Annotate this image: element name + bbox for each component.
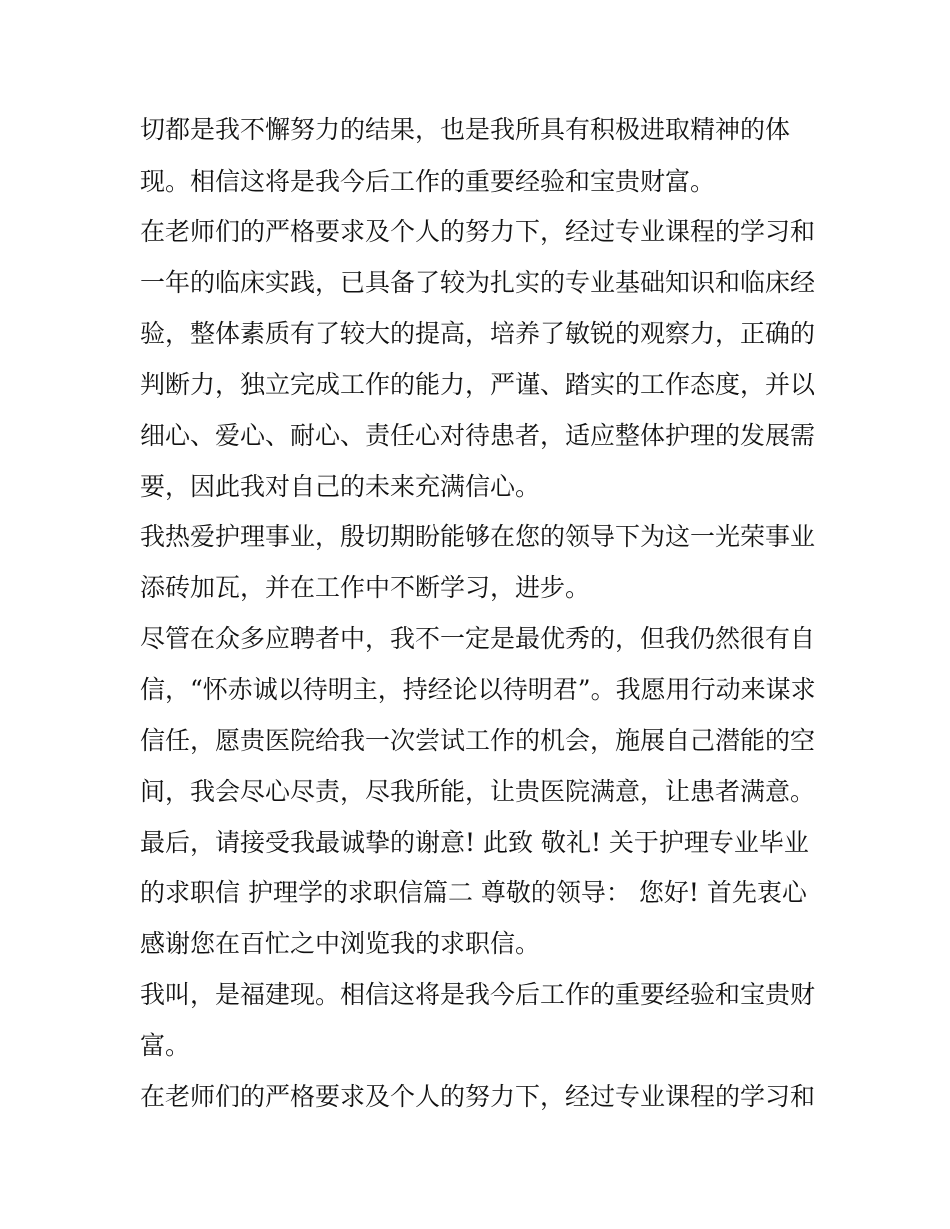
text-line: 最后，请接受我最诚挚的谢意! 此致 敬礼! 关于护理专业毕业 xyxy=(140,828,809,857)
text-line: 一年的临床实践，已具备了较为扎实的专业基础知识和临床经 xyxy=(140,268,816,297)
text-line: 在老师们的严格要求及个人的努力下，经过专业课程的学习和 xyxy=(140,1082,816,1111)
text-line: 添砖加瓦，并在工作中不断学习，进步。 xyxy=(140,573,591,602)
text-line: 的求职信 护理学的求职信篇二 尊敬的领导： 您好! 首先衷心 xyxy=(140,878,807,907)
text-line: 信，“怀赤诚以待明主，持经论以待明君”。我愿用行动来谋求 xyxy=(140,675,816,704)
text-line: 尽管在众多应聘者中，我不一定是最优秀的，但我仍然很有自 xyxy=(140,624,816,653)
text-line: 细心、爱心、耐心、责任心对待患者，适应整体护理的发展需 xyxy=(140,421,816,450)
text-line: 富。 xyxy=(140,1031,191,1060)
text-line: 在老师们的严格要求及个人的努力下，经过专业课程的学习和 xyxy=(140,217,816,246)
text-line: 间，我会尽心尽责，尽我所能，让贵医院满意，让患者满意。 xyxy=(140,777,816,806)
text-line: 我叫，是福建现。相信这将是我今后工作的重要经验和宝贵财 xyxy=(140,980,816,1009)
text-line: 验，整体素质有了较大的提高，培养了敏锐的观察力，正确的 xyxy=(140,319,816,348)
text-line: 切都是我不懈努力的结果，也是我所具有积极进取精神的体 xyxy=(140,115,791,144)
text-line: 感谢您在百忙之中浏览我的求职信。 xyxy=(140,929,541,958)
text-line: 要，因此我对自己的未来充满信心。 xyxy=(140,472,541,501)
text-line: 判断力，独立完成工作的能力，严谨、踏实的工作态度，并以 xyxy=(140,370,816,399)
text-line: 信任，愿贵医院给我一次尝试工作的机会，施展自己潜能的空 xyxy=(140,726,816,755)
text-line: 现。相信这将是我今后工作的重要经验和宝贵财富。 xyxy=(140,167,716,196)
text-line: 我热爱护理事业，殷切期盼能够在您的领导下为这一光荣事业 xyxy=(140,522,816,551)
